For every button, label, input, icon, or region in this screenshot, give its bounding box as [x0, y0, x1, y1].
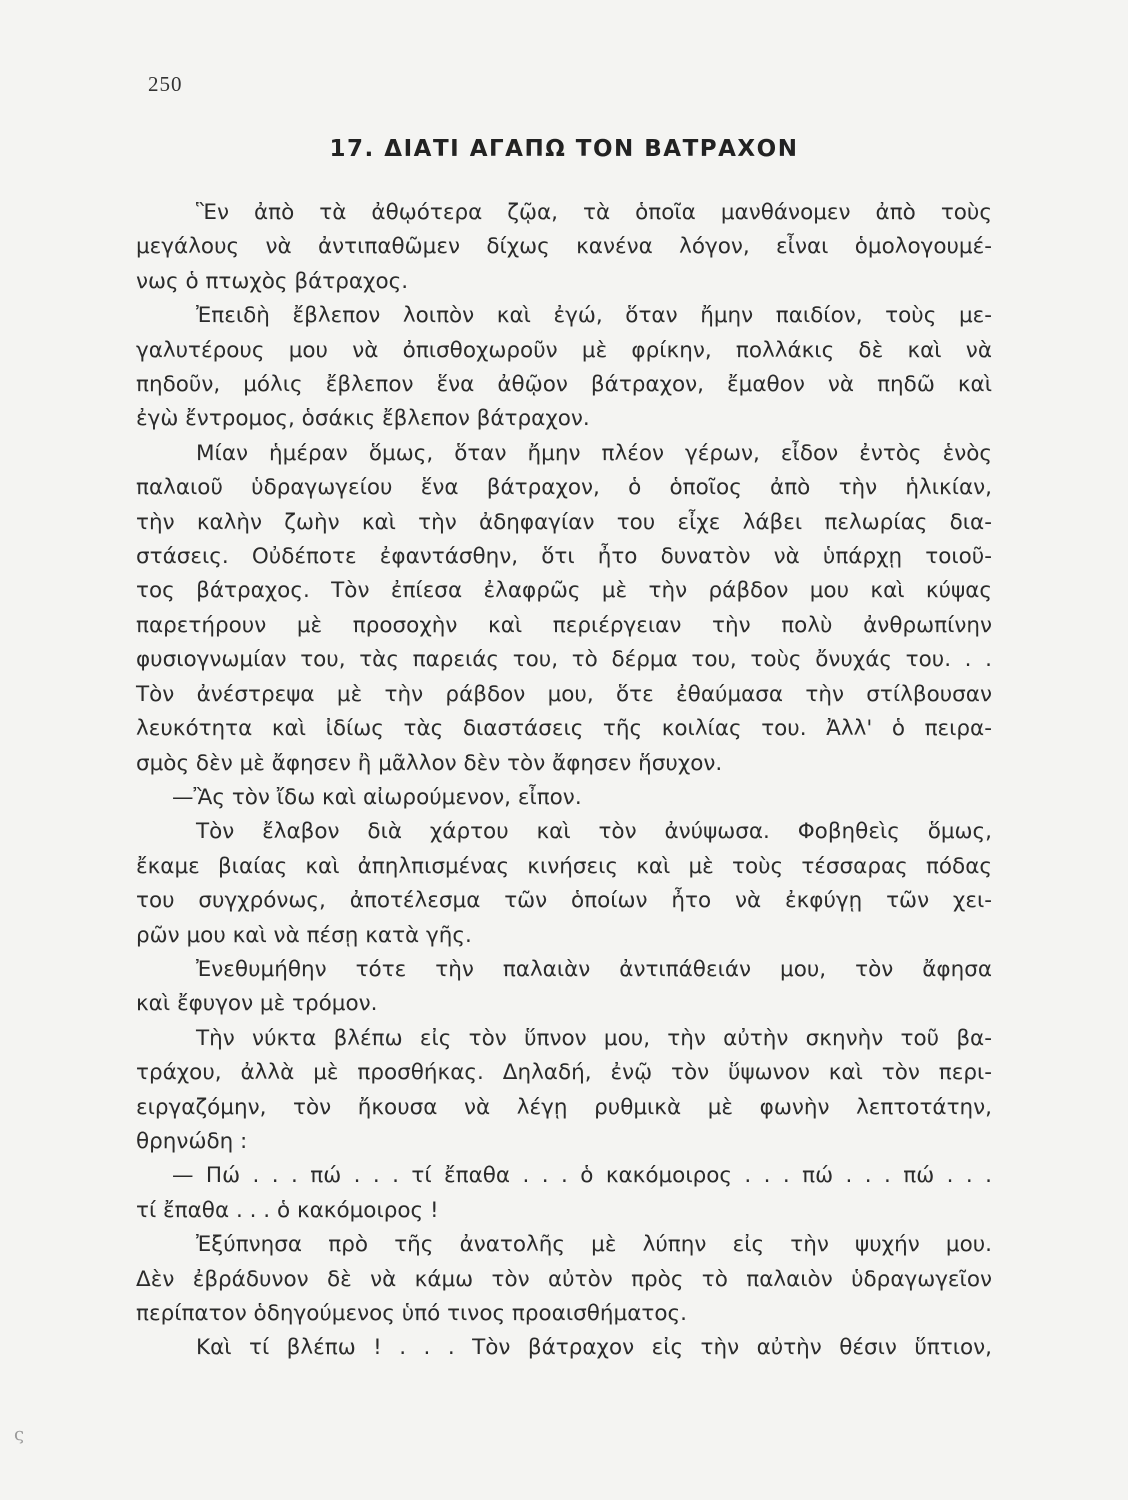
text-line: τί ἔπαθα . . . ὁ κακόμοιρος !: [136, 1197, 439, 1223]
chapter-title: 17. ΔΙΑΤΙ ΑΓΑΠΩ ΤΟΝ ΒΑΤΡΑΧΟΝ: [329, 136, 799, 162]
text-line: Ἓν ἀπὸ τὰ ἀθῳότερα ζῷα, τὰ ὁποῖα μανθάνομεν ἀπὸ τοὺς: [196, 200, 992, 225]
text-line: πηδοῦν, μόλις ἔβλεπον ἕνα ἀθῷον βάτραχον, ἔμαθον νὰ πηδῶ καὶ: [136, 372, 992, 398]
text-line: ἔκαμε βιαίας καὶ ἀπηλπισμένας κινήσεις καὶ μὲ τοὺς τέσσαρας πόδας: [136, 853, 992, 879]
text-line: Δὲν ἐβράδυνον δὲ νὰ κάμω τὸν αὐτὸν πρὸς τὸ παλαιὸν ὑδραγωγεῖον: [136, 1266, 992, 1292]
text-line: τος βάτραχος. Τὸν ἐπίεσα ἐλαφρῶς μὲ τὴν ράβδον μου καὶ κύψας: [136, 578, 992, 604]
text-line: στάσεις. Οὐδέποτε ἐφαντάσθην, ὅτι ἦτο δυνατὸν νὰ ὑπάρχῃ τοιοῦ-: [136, 544, 992, 570]
text-line: Μίαν ἡμέραν ὅμως, ὅταν ἤμην πλέον γέρων, εἶδον ἐντὸς ἑνὸς: [196, 440, 992, 466]
text-line: καὶ ἔφυγον μὲ τρόμον.: [136, 991, 378, 1017]
page-number: 250: [148, 72, 183, 96]
text-line: παλαιοῦ ὑδραγωγείου ἕνα βάτραχον, ὁ ὁποῖος ἀπὸ τὴν ἡλικίαν,: [136, 475, 992, 501]
text-line: λευκότητα καὶ ἰδίως τὰς διαστάσεις τῆς κοιλίας του. Ἀλλ' ὁ πειρα-: [136, 716, 992, 742]
text-line: Ἐπειδὴ ἔβλεπον λοιπὸν καὶ ἐγώ, ὅταν ἤμην παιδίον, τοὺς με-: [196, 303, 992, 329]
text-line: παρετήρουν μὲ προσοχὴν καὶ περιέργειαν τὴν πολὺ ἀνθρωπίνην: [136, 612, 992, 638]
text-line: θρηνώδη :: [136, 1128, 248, 1154]
text-line: τράχου, ἀλλὰ μὲ προσθήκας. Δηλαδή, ἐνῷ τὸν ὕψωνον καὶ τὸν περι-: [136, 1060, 992, 1086]
text-line: Τὸν ἔλαβον διὰ χάρτου καὶ τὸν ἀνύψωσα. Φοβηθεὶς ὅμως,: [196, 819, 992, 845]
text-line: φυσιογνωμίαν του, τὰς παρειάς του, τὸ δέρμα του, τοὺς ὄνυχάς του. . .: [136, 647, 992, 673]
text-line: Ἐξύπνησα πρὸ τῆς ἀνατολῆς μὲ λύπην εἰς τὴν ψυχήν μου.: [196, 1232, 992, 1258]
text-line: μεγάλους νὰ ἀντιπαθῶμεν δίχως κανένα λόγον, εἶναι ὁμολογουμέ-: [136, 234, 992, 260]
text-line: τὴν καλὴν ζωὴν καὶ τὴν ἀδηφαγίαν του εἶχε λάβει πελωρίας δια-: [136, 509, 992, 535]
text-line: —Ἂς τὸν ἴδω καὶ αἰωρούμενον, εἶπον.: [172, 784, 582, 810]
text-line: — Πώ . . . πώ . . . τί ἔπαθα . . . ὁ κακόμοιρος . . . πώ . . . πώ . . .: [172, 1163, 992, 1189]
text-line: σμὸς δὲν μὲ ἄφησεν ἢ μᾶλλον δὲν τὸν ἄφησεν ἥσυχον.: [136, 750, 723, 776]
margin-mark: ς: [14, 1424, 25, 1445]
text-line: Τὸν ἀνέστρεψα μὲ τὴν ράβδον μου, ὅτε ἐθαύμασα τὴν στίλβουσαν: [136, 681, 992, 707]
text-line: Καὶ τί βλέπω ! . . . Τὸν βάτραχον εἰς τὴν αὐτὴν θέσιν ὕπτιον,: [196, 1335, 992, 1361]
text-line: νως ὁ πτωχὸς βάτραχος.: [136, 268, 409, 294]
text-line: ειργαζόμην, τὸν ἤκουσα νὰ λέγῃ ρυθμικὰ μὲ φωνὴν λεπτοτάτην,: [136, 1094, 992, 1120]
text-line: του συγχρόνως, ἀποτέλεσμα τῶν ὁποίων ἦτο νὰ ἐκφύγῃ τῶν χει-: [136, 888, 992, 914]
text-line: ρῶν μου καὶ νὰ πέσῃ κατὰ γῆς.: [136, 922, 472, 948]
text-line: Τὴν νύκτα βλέπω εἰς τὸν ὕπνον μου, τὴν αὐτὴν σκηνὴν τοῦ βα-: [196, 1025, 992, 1051]
text-line: ἐγὼ ἔντρομος, ὁσάκις ἔβλεπον βάτραχον.: [136, 406, 590, 432]
text-line: γαλυτέρους μου νὰ ὀπισθοχωροῦν μὲ φρίκην, πολλάκις δὲ καὶ νὰ: [136, 337, 992, 363]
body-text: [136, 196, 992, 1366]
text-line: Ἐνεθυμήθην τότε τὴν παλαιὰν ἀντιπάθειάν μου, τὸν ἄφησα: [196, 956, 992, 982]
text-line: περίπατον ὁδηγούμενος ὑπό τινος προαισθήματος.: [136, 1301, 687, 1326]
